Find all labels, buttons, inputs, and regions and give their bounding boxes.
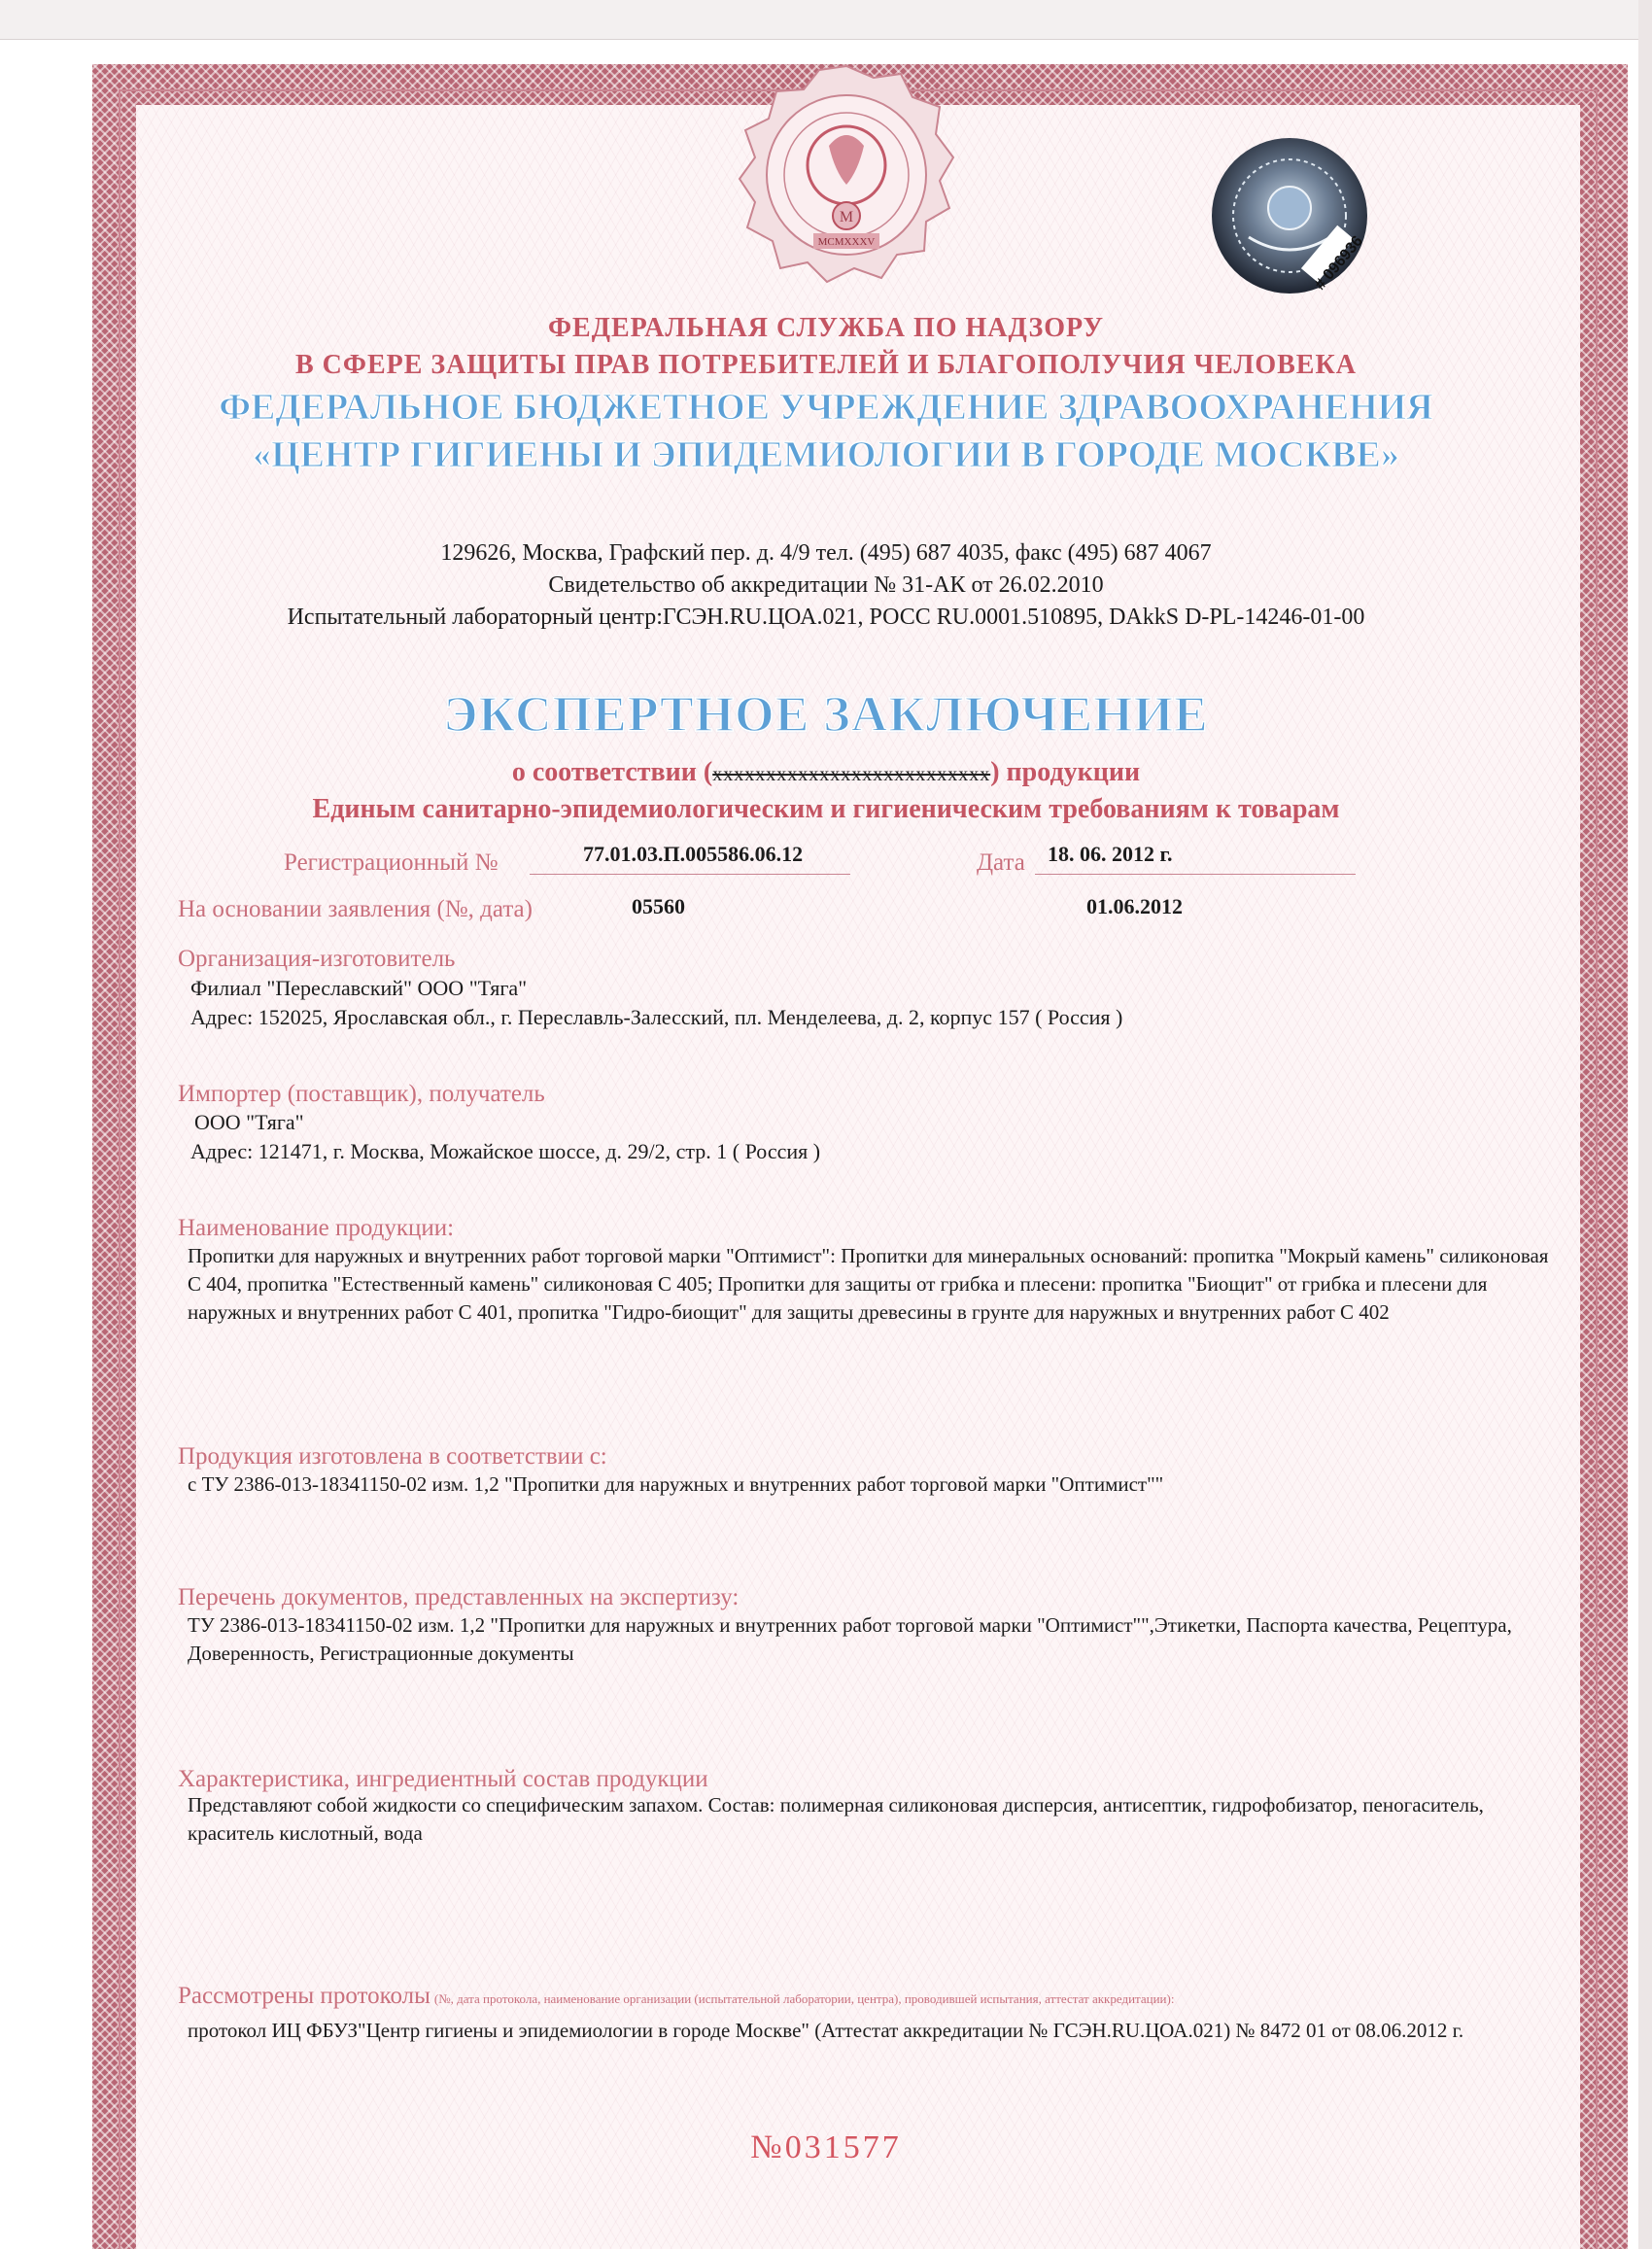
documents-text: ТУ 2386-013-18341150-02 изм. 1,2 "Пропитки для наружных и внутренних работ торговой марки "Оптимист"",Этикетки, Паспорта качества, Рецептура, Доверенность, Регистрационные документы [188, 1613, 1512, 1665]
accreditation-certificate: Свидетельство об аккредитации № 31-АК от 26.02.2010 [548, 572, 1104, 598]
protocols-text: протокол ИЦ ФБУЗ"Центр гигиены и эпидемиологии в городе Москве" (Аттестат аккредитации № ГСЭН.RU.ЦОА.021) № 8472 01 от 08.06.2012 г. [188, 2019, 1464, 2042]
hologram-code: # 096936 [1312, 232, 1366, 294]
form-number: №031577 [750, 2129, 902, 2165]
application-date: 01.06.2012 [1086, 894, 1183, 918]
lab-center: Испытательный лабораторный центр:ГСЭН.RU.ЦОА.021, РОСС RU.0001.510895, DAkkS D-PL-14246-01-00 [287, 605, 1365, 630]
svg-text:M: M [839, 209, 854, 225]
emblem-seal-icon [716, 61, 977, 289]
importer-name: ООО "Тяга" [194, 1110, 304, 1134]
manufacturer-address: Адрес: 152025, Ярославская обл., г. Переславль-Залесский, пл. Менделеева, д. 2, корпус 157 ( Россия ) [190, 1005, 1123, 1029]
reg-number-underline [530, 873, 850, 875]
protocols-label: Рассмотрены протоколы [178, 1983, 430, 2009]
product-name-label: Наименование продукции: [178, 1215, 455, 1241]
conformity-text: с ТУ 2386-013-18341150-02 изм. 1,2 "Пропитки для наружных и внутренних работ торговой марки "Оптимист"" [188, 1472, 1164, 1496]
agency-line-1: ФЕДЕРАЛЬНАЯ СЛУЖБА ПО НАДЗОРУ [547, 313, 1105, 343]
importer-label: Импортер (поставщик), получатель [178, 1081, 545, 1107]
reg-number-label: Регистрационный № [284, 849, 499, 876]
document-subtitle [0, 757, 1652, 788]
scan-top-edge [0, 0, 1652, 40]
svg-text:MCMXXXV: MCMXXXV [817, 236, 876, 248]
subtitle-struck-text: xxxxxxxxxxxxxxxxxxxxxxxxxx [712, 764, 991, 785]
protocols-heading [178, 1983, 1558, 2010]
hologram-sticker-icon [1210, 136, 1369, 295]
date-value: 18. 06. 2012 г. [1048, 842, 1173, 866]
composition-label: Характеристика, ингредиентный состав продукции [178, 1766, 708, 1792]
subtitle-prefix: о соответствии ( [511, 757, 713, 787]
importer-address: Адрес: 121471, г. Москва, Можайское шоссе, д. 29/2, стр. 1 ( Россия ) [190, 1139, 821, 1163]
protocols-note: (№, дата протокола, наименование организации (испытательной лаборатории, центра), проводившей испытания, аттестат аккредитации): [433, 1991, 1175, 2006]
product-name-text: Пропитки для наружных и внутренних работ торговой марки "Оптимист": Пропитки для минеральных оснований: пропитка "Мокрый камень" силиконовая С 404, пропитка "Естественный камень" силиконовая С 405; Пропитки для защиты от грибка и плесени: пропитка "Биощит" от грибка и плесени для наружных и внутренних работ С 401, пропитка "Гидро-биощит" для защиты древесины в грунте для наружных и внутренних работ С 402 [188, 1244, 1549, 1324]
agency-line-2: В СФЕРЕ ЗАЩИТЫ ПРАВ ПОТРЕБИТЕЛЕЙ И БЛАГОПОЛУЧИЯ ЧЕЛОВЕКА [295, 350, 1357, 380]
manufacturer-name: Филиал "Переславский" ООО "Тяга" [190, 976, 528, 1000]
document-title: ЭКСПЕРТНОЕ ЗАКЛЮЧЕНИЕ [443, 687, 1209, 743]
documents-label: Перечень документов, представленных на экспертизу: [178, 1584, 740, 1610]
composition-text: Представляют собой жидкости со специфическим запахом. Состав: полимерная силиконовая дисперсия, антисептик, гидрофобизатор, пеногаситель, краситель кислотный, вода [188, 1793, 1484, 1845]
institution-line-1: ФЕДЕРАЛЬНОЕ БЮДЖЕТНОЕ УЧРЕЖДЕНИЕ ЗДРАВООХРАНЕНИЯ [219, 387, 1433, 428]
date-underline [1035, 873, 1356, 875]
institution-address: 129626, Москва, Графский пер. д. 4/9 тел. (495) 687 4035, факс (495) 687 4067 [440, 540, 1212, 566]
institution-line-2: «ЦЕНТР ГИГИЕНЫ И ЭПИДЕМИОЛОГИИ В ГОРОДЕ МОСКВЕ» [253, 434, 1399, 475]
date-label: Дата [977, 849, 1025, 876]
application-basis-label: На основании заявления (№, дата) [178, 896, 533, 922]
document-subtitle-line-2: Единым санитарно-эпидемиологическим и гигиеническим требованиям к товарам [312, 794, 1340, 824]
subtitle-suffix: ) продукции [990, 757, 1141, 787]
conformity-label: Продукция изготовлена в соответствии с: [178, 1443, 607, 1470]
manufacturer-label: Организация-изготовитель [178, 946, 456, 972]
reg-number-value: 77.01.03.П.005586.06.12 [583, 842, 804, 866]
application-number: 05560 [632, 894, 685, 918]
